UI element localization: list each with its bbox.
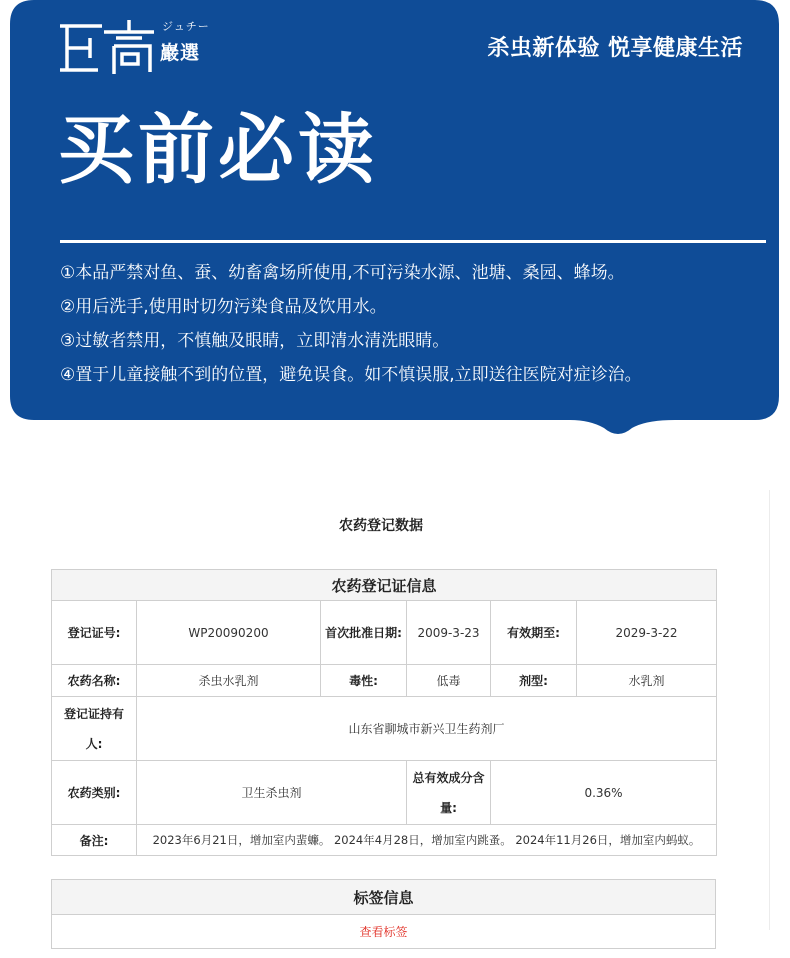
holder-label: 登记证持有人: (52, 697, 137, 761)
valid-until-value: 2029-3-22 (577, 601, 717, 665)
section-title: 农药登记数据 (339, 518, 423, 534)
first-date-value: 2009-3-23 (407, 601, 491, 665)
slogan: 杀虫新体验 悦享健康生活 (487, 36, 743, 61)
name-value: 杀虫水乳剂 (137, 665, 321, 697)
table-row (52, 697, 717, 761)
registration-table (51, 569, 717, 856)
view-label-link[interactable]: 查看标签 (52, 915, 716, 949)
formulation-label: 剂型: (491, 665, 577, 697)
logo-text: 巖選 (160, 42, 201, 64)
name-label: 农药名称: (52, 665, 137, 697)
table-row (52, 761, 717, 825)
formulation-value: 水乳剂 (577, 665, 717, 697)
remark-value: 2023年6月21日，增加室内蜚蠊。 2024年4月28日，增加室内跳蚤。 2024年11月26日，增加室内蚂蚁。 (137, 825, 717, 856)
table-row (52, 601, 717, 665)
logo-mark-icon (58, 16, 158, 78)
toxicity-value: 低毒 (407, 665, 491, 697)
notice-list (60, 259, 642, 395)
brand-logo (58, 16, 218, 78)
headline: 买前必读 (58, 105, 378, 194)
reg-no-label: 登记证号: (52, 601, 137, 665)
logo-kana: ジュチー (162, 20, 210, 33)
content-label: 总有效成分含量: (407, 761, 491, 825)
toxicity-label: 毒性: (321, 665, 407, 697)
registration-table-title: 农药登记证信息 (52, 570, 717, 601)
holder-value: 山东省聊城市新兴卫生药剂厂 (137, 697, 717, 761)
divider (769, 490, 770, 930)
notice-item: ②用后洗手,使用时切勿污染食品及饮用水。 (60, 297, 387, 317)
notice-item: ①本品严禁对鱼、蚕、幼畜禽场所使用,不可污染水源、池塘、桑园、蜂场。 (60, 263, 625, 283)
divider (60, 240, 766, 243)
reg-no-value: WP20090200 (137, 601, 321, 665)
category-value: 卫生杀虫剂 (137, 761, 407, 825)
label-info-table (51, 879, 716, 949)
table-row (52, 825, 717, 856)
valid-until-label: 有效期至: (491, 601, 577, 665)
content-value: 0.36% (491, 761, 717, 825)
first-date-label: 首次批准日期: (321, 601, 407, 665)
category-label: 农药类别: (52, 761, 137, 825)
notice-item: ③过敏者禁用，不慎触及眼睛，立即清水清洗眼睛。 (60, 331, 450, 351)
header-banner (10, 0, 779, 440)
table-row (52, 665, 717, 697)
notice-item: ④置于儿童接触不到的位置，避免误食。如不慎误服,立即送往医院对症诊治。 (60, 365, 642, 385)
label-info-title: 标签信息 (52, 880, 716, 915)
remark-label: 备注: (52, 825, 137, 856)
